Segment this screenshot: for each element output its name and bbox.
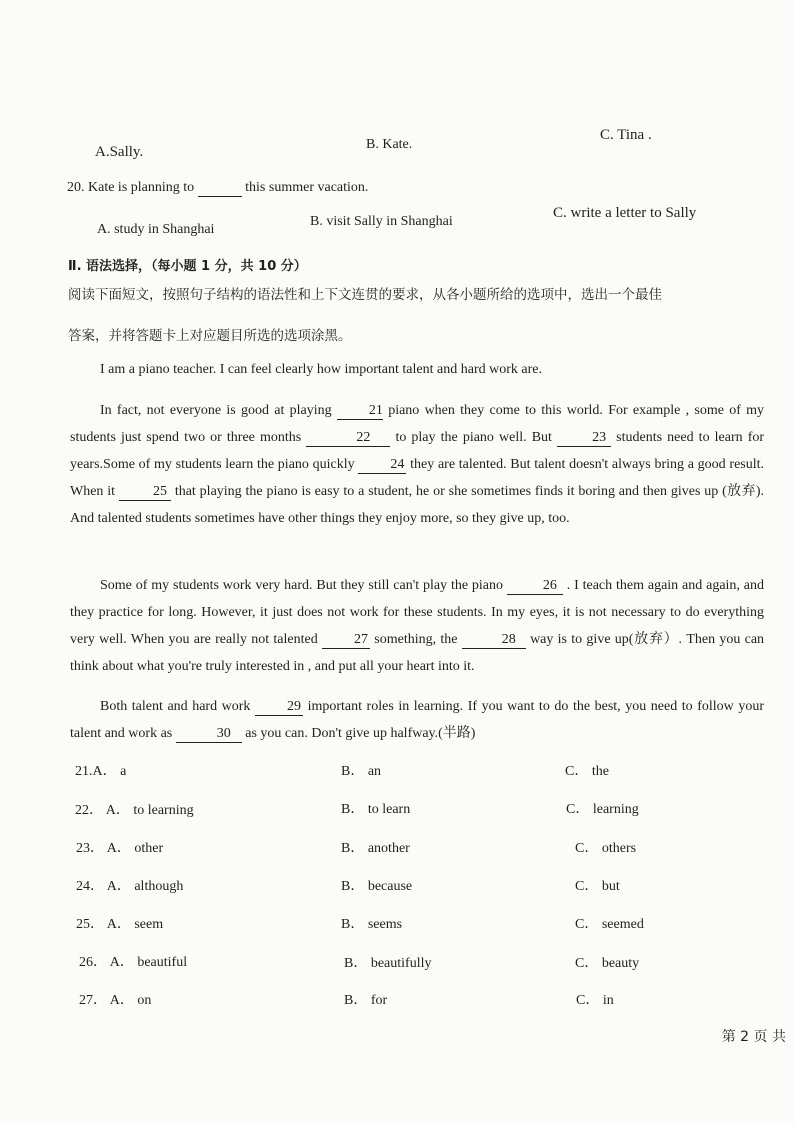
q20-option-b: B. visit Sally in Shanghai bbox=[310, 214, 453, 229]
page-footer: 第 2 页 共 bbox=[721, 1029, 786, 1045]
p2-text-4: students need to learn for years.Some of my students learn the piano quickly bbox=[70, 430, 765, 472]
option-25-a: 25． A． seem bbox=[76, 917, 164, 932]
q19-option-b: B. Kate. bbox=[366, 137, 413, 152]
q20-stem bbox=[67, 180, 368, 197]
option-21-a: 21.A． a bbox=[75, 764, 127, 779]
blank-25: 25 bbox=[119, 484, 171, 501]
option-26-c: C． beauty bbox=[575, 956, 640, 971]
blank-21: 21 bbox=[337, 403, 383, 420]
option-24-a: 24． A． although bbox=[76, 879, 184, 894]
p2-text-1: In fact, not everyone is good at playing bbox=[100, 403, 332, 418]
p4-text-1: Both talent and hard work bbox=[100, 699, 251, 714]
option-23-c: C． others bbox=[575, 841, 637, 856]
option-26-a: 26． A． beautiful bbox=[79, 955, 188, 970]
option-21-b: B． an bbox=[341, 764, 382, 779]
option-26-b: B． beautifully bbox=[344, 956, 432, 971]
p3-text-3: something, the bbox=[374, 632, 458, 647]
p2-text-3: to play the piano well. But bbox=[395, 430, 552, 445]
p4-text-2: important roles in learning. If you want to do the best, you need to follow your talent and work as bbox=[70, 699, 764, 741]
option-22-a: 22． A． to learning bbox=[75, 803, 194, 818]
q20-option-c: C. write a letter to Sally bbox=[553, 205, 697, 221]
q19-option-a: A.Sally. bbox=[95, 144, 144, 160]
option-25-b: B． seems bbox=[341, 917, 403, 932]
option-27-a: 27． A． on bbox=[79, 993, 152, 1008]
passage-paragraph-2 bbox=[70, 397, 764, 532]
option-23-b: B． another bbox=[341, 841, 410, 856]
blank-27: 27 bbox=[322, 632, 370, 649]
option-23-a: 23． A． other bbox=[76, 841, 164, 856]
p3-text-4: way is to give up(放弃）. Then you can think about what you're truly interested in , and put all your heart into it. bbox=[70, 632, 765, 674]
p3-text-2: . I teach them again and again, and they practice for long. However, it just does not work for these students. In my eyes, it is not necessary to do everything very well. When you are really not talented bbox=[70, 578, 764, 647]
passage-paragraph-3 bbox=[70, 572, 764, 680]
q20-stem-text-post: this summer vacation. bbox=[245, 180, 369, 195]
option-25-c: C． seemed bbox=[575, 917, 644, 932]
option-27-c: C． in bbox=[576, 993, 614, 1008]
p2-text-2: piano when they come to this world. For example , some of my students just spend two or three months bbox=[70, 403, 765, 445]
option-27-b: B． for bbox=[344, 993, 388, 1008]
p2-text-5: they are talented. But talent doesn't always bring a good result. When it bbox=[70, 457, 765, 499]
option-22-c: C． learning bbox=[566, 802, 639, 817]
section-instructions-line2: 答案，并将答题卡上对应题目所选的选项涂黑。 bbox=[68, 328, 352, 344]
q20-option-a: A. study in Shanghai bbox=[97, 222, 215, 237]
p4-text-3: as you can. Don't give up halfway.(半路) bbox=[245, 726, 476, 741]
option-22-b: B． to learn bbox=[341, 802, 411, 817]
option-24-c: C． but bbox=[575, 879, 620, 894]
p2-text-6: that playing the piano is easy to a student, he or she sometimes finds it boring and then gives up (放弃). And talented students sometimes have other things they enjoy more, so they give up, too. bbox=[70, 484, 765, 526]
option-21-c: C． the bbox=[565, 764, 609, 779]
passage-paragraph-1: I am a piano teacher. I can feel clearly how important talent and hard work are. bbox=[100, 362, 542, 377]
q20-stem-text-pre: 20. Kate is planning to bbox=[67, 180, 195, 195]
blank-24: 24 bbox=[358, 457, 406, 474]
q20-blank bbox=[198, 180, 242, 197]
q19-option-c: C. Tina . bbox=[600, 127, 652, 143]
blank-26: 26 bbox=[507, 578, 563, 595]
passage-paragraph-4 bbox=[70, 693, 764, 747]
blank-28: 28 bbox=[462, 632, 526, 649]
blank-29: 29 bbox=[255, 699, 303, 716]
section-heading: Ⅱ. 语法选择，（每小题 1 分，共 10 分） bbox=[68, 259, 307, 274]
blank-22: 22 bbox=[306, 430, 390, 447]
section-instructions-line1: 阅读下面短文，按照句子结构的语法性和上下文连贯的要求，从各小题所给的选项中，选出一个最佳 bbox=[68, 287, 662, 303]
p3-text-1: Some of my students work very hard. But they still can't play the piano bbox=[100, 578, 504, 593]
option-24-b: B． because bbox=[341, 879, 413, 894]
blank-23: 23 bbox=[557, 430, 611, 447]
blank-30: 30 bbox=[176, 726, 242, 743]
